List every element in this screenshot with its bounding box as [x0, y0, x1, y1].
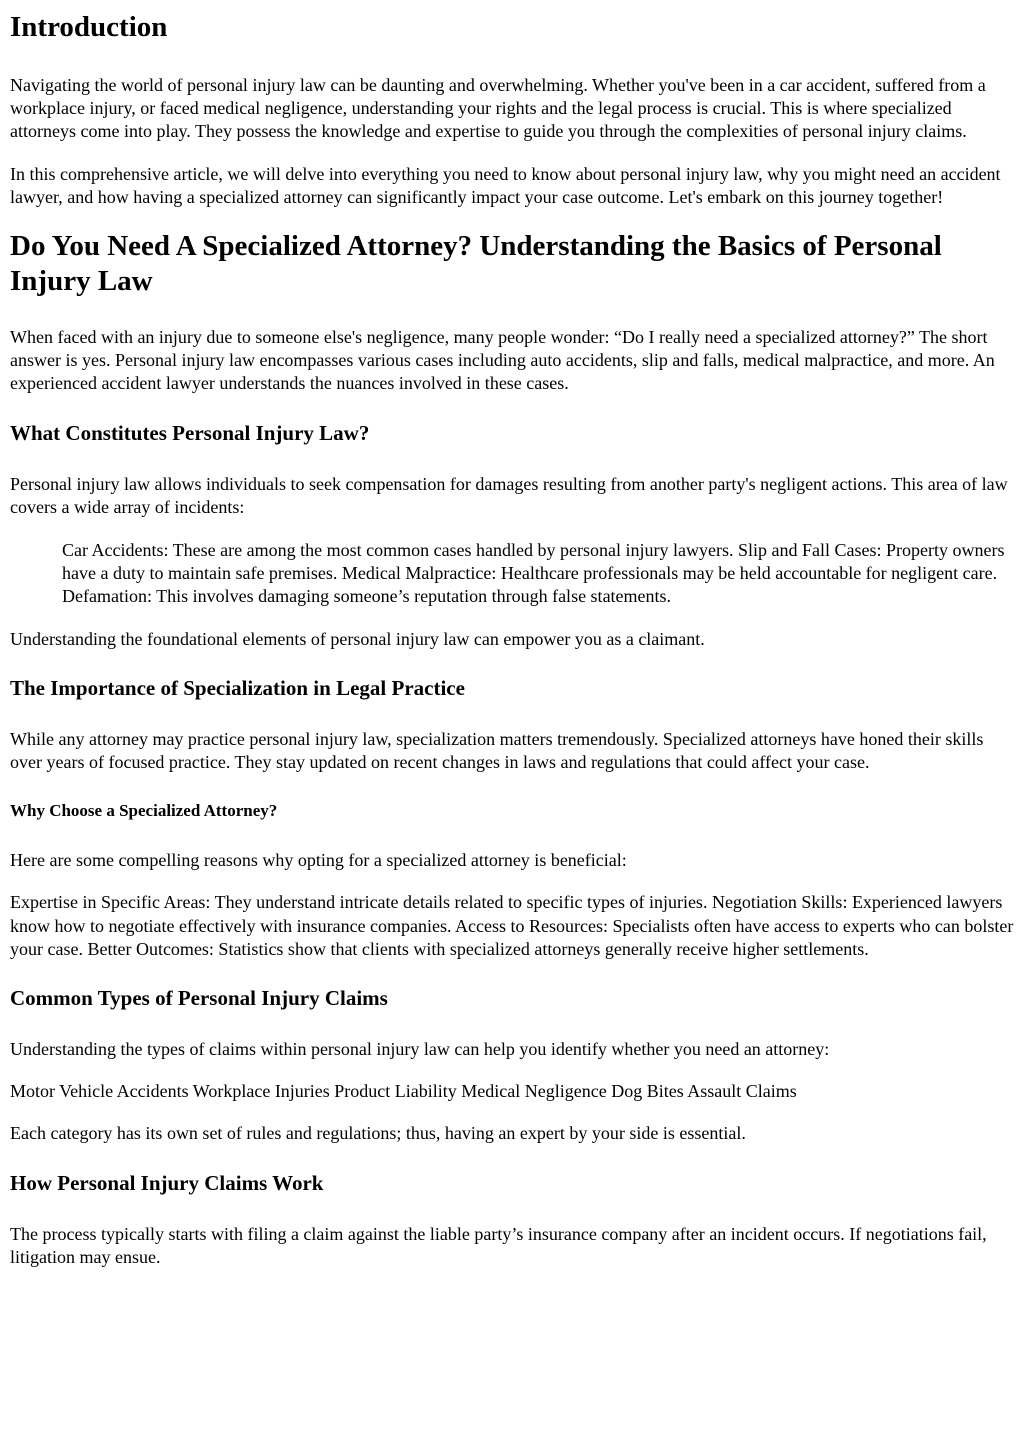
intro-paragraph-2: In this comprehensive article, we will delve into everything you need to know about personal injury law, why you might need an accident lawyer, and how having a specialized attorney can significantly impact your case outcome. Let's embark on this journey together!: [10, 163, 1001, 207]
constitutes-heading: What Constitutes Personal Injury Law?: [10, 420, 370, 445]
types-closing: Each category has its own set of rules and regulations; thus, having an expert by your side is essential.: [10, 1123, 746, 1144]
importance-heading: The Importance of Specialization in Legal Practice: [10, 675, 465, 700]
intro-paragraph-1: Navigating the world of personal injury law can be daunting and overwhelming. Whether you've been in a car accident, suffered from a workplace injury, or faced medical negligence, understanding your rights and the legal process is crucial. This is where specialized attorneys come into play. They possess the knowledge and expertise to guide you through the complexities of personal injury claims.: [10, 75, 986, 142]
article: [0, 10, 1024, 1269]
types-intro: Understanding the types of claims within personal injury law can help you identify whether you need an attorney:: [10, 1039, 830, 1060]
how-heading: How Personal Injury Claims Work: [10, 1170, 324, 1195]
why-heading: Why Choose a Specialized Attorney?: [10, 801, 278, 821]
constitutes-closing: Understanding the foundational elements of personal injury law can empower you as a claimant.: [10, 628, 705, 649]
basics-heading: Do You Need A Specialized Attorney? Understanding the Basics of Personal Injury Law: [10, 230, 942, 298]
how-paragraph: The process typically starts with filing a claim against the liable party’s insurance company after an incident occurs. If negotiations fail, litigation may ensue.: [10, 1223, 987, 1267]
incident-types-quote: Car Accidents: These are among the most common cases handled by personal injury lawyers. Slip and Fall Cases: Property owners have a duty to maintain safe premises. Medical Malpractice: Healthcare professionals may be held accountable for negligent care. Defamation: This involves damaging someone’s reputation through false statements.: [62, 540, 1005, 607]
types-heading: Common Types of Personal Injury Claims: [10, 986, 388, 1011]
why-reasons: Expertise in Specific Areas: They understand intricate details related to specific types of injuries. Negotiation Skills: Experienced lawyers know how to negotiate effectively with insurance companies. Access to Resources: Specialists often have access to experts who can bolster your case. Better Outcomes: Statistics show that clients with specialized attorneys generally receive higher settlements.: [10, 892, 1014, 959]
constitutes-paragraph: Personal injury law allows individuals to seek compensation for damages resulting from another party's negligent actions. This area of law covers a wide array of incidents:: [10, 473, 1008, 517]
basics-paragraph: When faced with an injury due to someone else's negligence, many people wonder: “Do I really need a specialized attorney?” The short answer is yes. Personal injury law encompasses various cases including auto accidents, slip and falls, medical malpractice, and more. An experienced accident lawyer understands the nuances involved in these cases.: [10, 327, 995, 394]
why-intro: Here are some compelling reasons why opting for a specialized attorney is beneficial:: [10, 850, 627, 871]
importance-paragraph: While any attorney may practice personal injury law, specialization matters tremendously. Specialized attorneys have honed their skills over years of focused practice. They stay updated on recent changes in laws and regulations that could affect your case.: [10, 728, 984, 773]
types-list: Motor Vehicle Accidents Workplace Injuries Product Liability Medical Negligence Dog Bites Assault Claims: [10, 1081, 797, 1102]
intro-heading: Introduction: [10, 11, 168, 43]
